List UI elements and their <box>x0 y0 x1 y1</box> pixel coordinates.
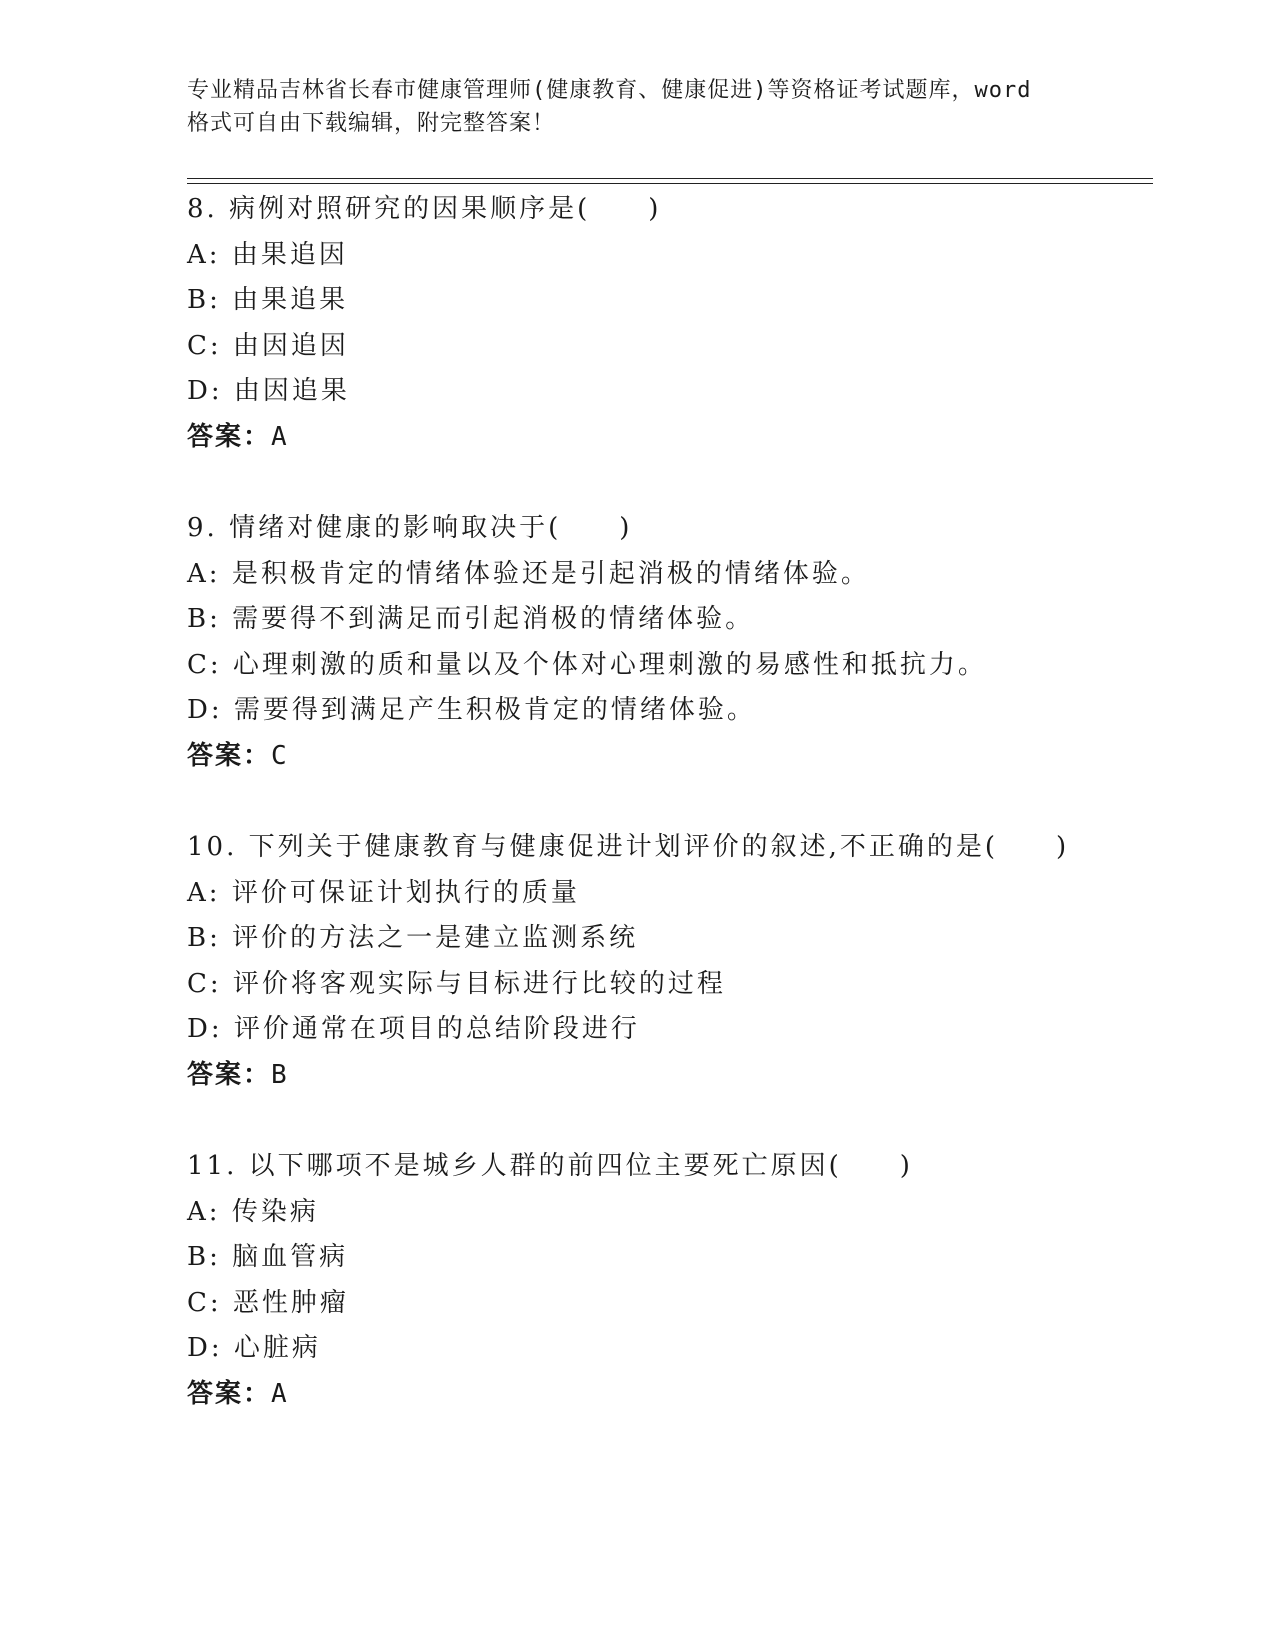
option-letter: A: <box>187 877 221 908</box>
option-letter: B: <box>187 923 221 953</box>
option-b <box>187 278 1167 324</box>
question-number: 11. <box>187 1151 238 1181</box>
option-text: 是积极肯定的情绪体验还是引起消极的情绪体验。 <box>231 558 870 589</box>
answer-value: A <box>271 1378 289 1409</box>
option-c <box>187 1281 1167 1327</box>
option-text: 脑血管病 <box>232 1242 349 1272</box>
question-stem <box>187 1144 1167 1190</box>
option-letter: A: <box>187 558 221 589</box>
answer-label: 答案： <box>187 421 272 452</box>
option-d <box>187 1007 1167 1053</box>
option-c <box>187 324 1167 370</box>
answer-line <box>187 1372 1167 1418</box>
answer-line <box>187 415 1167 461</box>
answer-label: 答案： <box>187 1059 272 1090</box>
question-number: 10. <box>187 832 238 862</box>
option-text: 心理刺激的质和量以及个体对心理刺激的易感性和抵抗力。 <box>232 649 987 680</box>
question-text: 情绪对健康的影响取决于( ) <box>229 513 633 543</box>
option-text: 传染病 <box>231 1196 319 1227</box>
option-b <box>187 597 1167 643</box>
question-11 <box>187 1144 1167 1417</box>
question-text: 以下哪项不是城乡人群的前四位主要死亡原因( ) <box>248 1151 913 1181</box>
question-number: 8. <box>187 194 218 224</box>
option-letter: C: <box>187 968 222 999</box>
answer-value: C <box>271 740 289 771</box>
header-divider-bottom <box>187 183 1153 184</box>
option-text: 由因追因 <box>232 330 349 361</box>
option-text: 心脏病 <box>233 1333 321 1363</box>
option-d <box>187 1326 1167 1372</box>
answer-value: A <box>271 421 289 452</box>
option-text: 评价的方法之一是建立监测系统 <box>232 923 639 953</box>
option-text: 评价可保证计划执行的质量 <box>231 877 580 908</box>
option-text: 需要得不到满足而引起消极的情绪体验。 <box>232 604 755 634</box>
option-letter: B: <box>187 1242 221 1272</box>
question-10 <box>187 825 1167 1098</box>
answer-label: 答案： <box>187 1378 272 1409</box>
option-letter: C: <box>187 649 222 680</box>
option-letter: A: <box>187 1196 221 1227</box>
option-a <box>187 871 1167 917</box>
question-text: 病例对照研究的因果顺序是( ) <box>229 194 662 224</box>
answer-line <box>187 734 1167 780</box>
question-stem <box>187 825 1167 871</box>
option-letter: D: <box>187 1014 223 1044</box>
answer-label: 答案： <box>187 740 272 771</box>
option-letter: A: <box>187 239 221 270</box>
answer-value: B <box>271 1059 289 1090</box>
option-letter: C: <box>187 330 222 361</box>
option-a <box>187 233 1167 279</box>
header-divider-top <box>187 178 1153 179</box>
question-number: 9. <box>187 513 218 543</box>
question-8 <box>187 187 1167 460</box>
answer-line <box>187 1053 1167 1099</box>
option-letter: D: <box>187 376 223 406</box>
option-text: 评价通常在项目的总结阶段进行 <box>233 1014 640 1044</box>
option-c <box>187 962 1167 1008</box>
option-d <box>187 369 1167 415</box>
document-header <box>187 74 1087 140</box>
question-9 <box>187 506 1167 779</box>
option-c <box>187 643 1167 689</box>
option-text: 需要得到满足产生积极肯定的情绪体验。 <box>233 695 756 725</box>
question-stem <box>187 506 1167 552</box>
option-a <box>187 1190 1167 1236</box>
option-a <box>187 552 1167 598</box>
header-line-2: 格式可自由下载编辑，附完整答案！ <box>187 111 556 136</box>
option-text: 由果追果 <box>232 285 349 315</box>
option-text: 由因追果 <box>233 376 350 406</box>
option-b <box>187 916 1167 962</box>
option-letter: B: <box>187 285 221 315</box>
question-text: 下列关于健康教育与健康促进计划评价的叙述,不正确的是( ) <box>248 832 1070 862</box>
option-letter: D: <box>187 1333 223 1363</box>
option-letter: D: <box>187 695 223 725</box>
question-stem <box>187 187 1167 233</box>
option-text: 恶性肿瘤 <box>232 1287 349 1318</box>
header-line-1: 专业精品吉林省长春市健康管理师(健康教育、健康促进)等资格证考试题库，word <box>187 78 1032 103</box>
option-letter: B: <box>187 604 221 634</box>
option-letter: C: <box>187 1287 222 1318</box>
option-text: 评价将客观实际与目标进行比较的过程 <box>232 968 726 999</box>
option-b <box>187 1235 1167 1281</box>
option-d <box>187 688 1167 734</box>
option-text: 由果追因 <box>231 239 348 270</box>
